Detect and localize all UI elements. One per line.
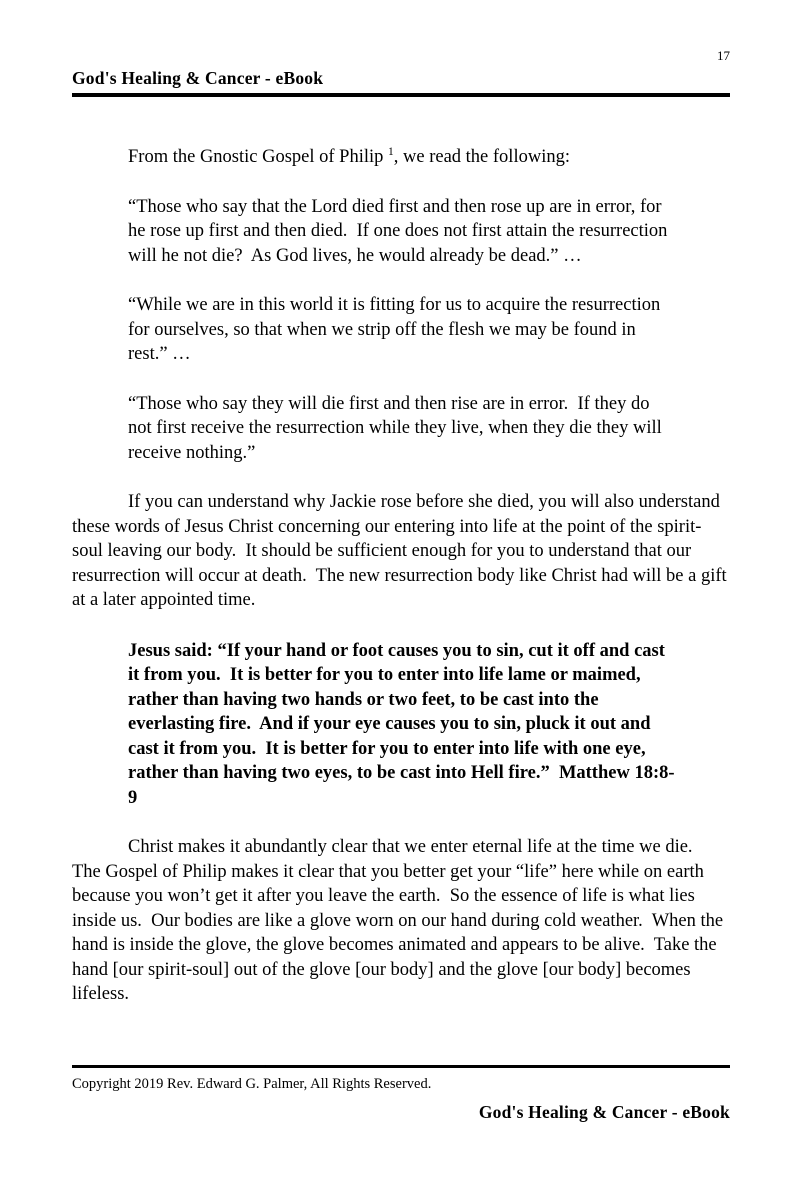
footer-divider	[72, 1065, 730, 1068]
gospel-quote-2: “While we are in this world it is fitting for us to acquire the resurrection for ourselves, so that when we strip off the flesh we may be found in rest.” …	[128, 295, 665, 364]
gospel-quote-1: “Those who say that the Lord died first and then rose up are in error, for he rose up first and then died. If one does not first attain the resurrection will he not die? As God lives, he would already be dead.” …	[128, 196, 673, 266]
intro-text-after-footnote: , we read the following:	[393, 147, 570, 167]
page-footer	[72, 1065, 730, 1123]
page-number: 17	[717, 48, 730, 63]
intro-paragraph	[72, 145, 730, 170]
footnote-reference: 1	[388, 145, 394, 158]
footer-book-title: God's Healing & Cancer - eBook	[478, 1102, 730, 1122]
paragraph-jackie: If you can understand why Jackie rose before she died, you will also understand these words of Jesus Christ concerning our entering into life at the point of the spirit-soul leaving our body. It should be sufficient enough for you to understand that our resurrection will occur at death. The new resurrection body like Christ had will be a gift at a later appointed time.	[72, 492, 732, 610]
page-content	[72, 0, 730, 1025]
gospel-quote-3: “Those who say they will die first and then rise are in error. If they do not first receive the resurrection while they live, when they die they will receive nothing.”	[128, 393, 667, 463]
intro-text-before-footnote: From the Gnostic Gospel of Philip	[128, 147, 389, 167]
scripture-quote-matthew: Jesus said: “If your hand or foot causes you to sin, cut it off and cast it from you. It is better for you to enter into life lame or maimed, rather than having two hands or two feet, to be cast into the everlasting fire. And if your eye causes you to sin, pluck it out and cast it from you. It is better for you to enter into life with one eye, rather than having two eyes, to be cast into Hell fire.” Matthew 18:8-9	[128, 640, 675, 808]
header-title: God's Healing & Cancer - eBook	[72, 68, 730, 97]
copyright-notice: Copyright 2019 Rev. Edward G. Palmer, All Rights Reserved.	[72, 1076, 432, 1092]
paragraph-christ-glove: Christ makes it abundantly clear that we enter eternal life at the time we die. The Gospel of Philip makes it clear that you better get your “life” here while on earth because you won’t get it after you leave the earth. So the essence of life is what lies inside us. Our bodies are like a glove worn on our hand during cold weather. When the hand is inside the glove, the glove becomes animated and appears to be alive. Take the hand [our spirit-soul] out of the glove [our body] and the glove [our body] becomes lifeless.	[72, 837, 728, 1004]
